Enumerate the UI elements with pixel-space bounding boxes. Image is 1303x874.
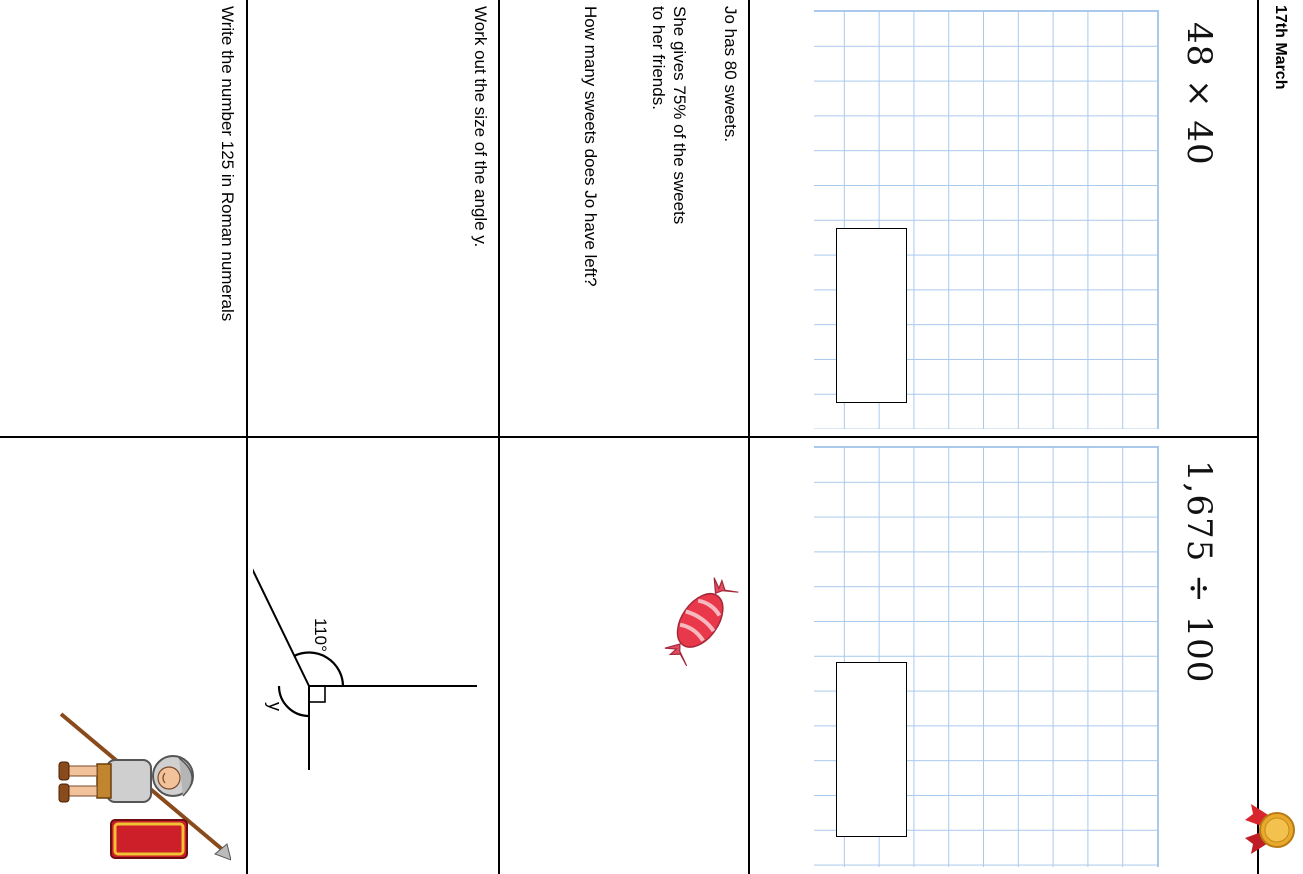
multiplication-expression: 48 × 40: [1179, 22, 1219, 166]
sweets-line-3: How many sweets does Jo have left?: [581, 6, 600, 287]
row-divider-3: [246, 0, 248, 874]
angle-y-label: y: [265, 702, 285, 711]
answer-box-1[interactable]: [836, 228, 907, 403]
sweets-line-1: Jo has 80 sweets.: [721, 6, 740, 143]
roman-soldier-icon: [51, 700, 231, 870]
medal-icon: [1245, 800, 1295, 874]
sweet-icon: [661, 576, 741, 666]
angle-diagram: [253, 510, 493, 810]
sweets-line-2: She gives 75% of the sweets to her friends.: [649, 6, 689, 225]
division-expression: 1,675 ÷ 100: [1179, 460, 1219, 684]
angle-110-label: 110°: [311, 618, 330, 652]
row-divider-2: [498, 0, 500, 874]
angle-prompt: Work out the size of the angle y.: [471, 6, 490, 248]
answer-box-2[interactable]: [836, 662, 907, 837]
roman-numerals-prompt: Write the number 125 in Roman numerals: [218, 6, 237, 322]
column-divider: [0, 436, 1259, 438]
row-divider-1: [748, 0, 750, 874]
date-heading: 17th March: [1272, 5, 1289, 90]
